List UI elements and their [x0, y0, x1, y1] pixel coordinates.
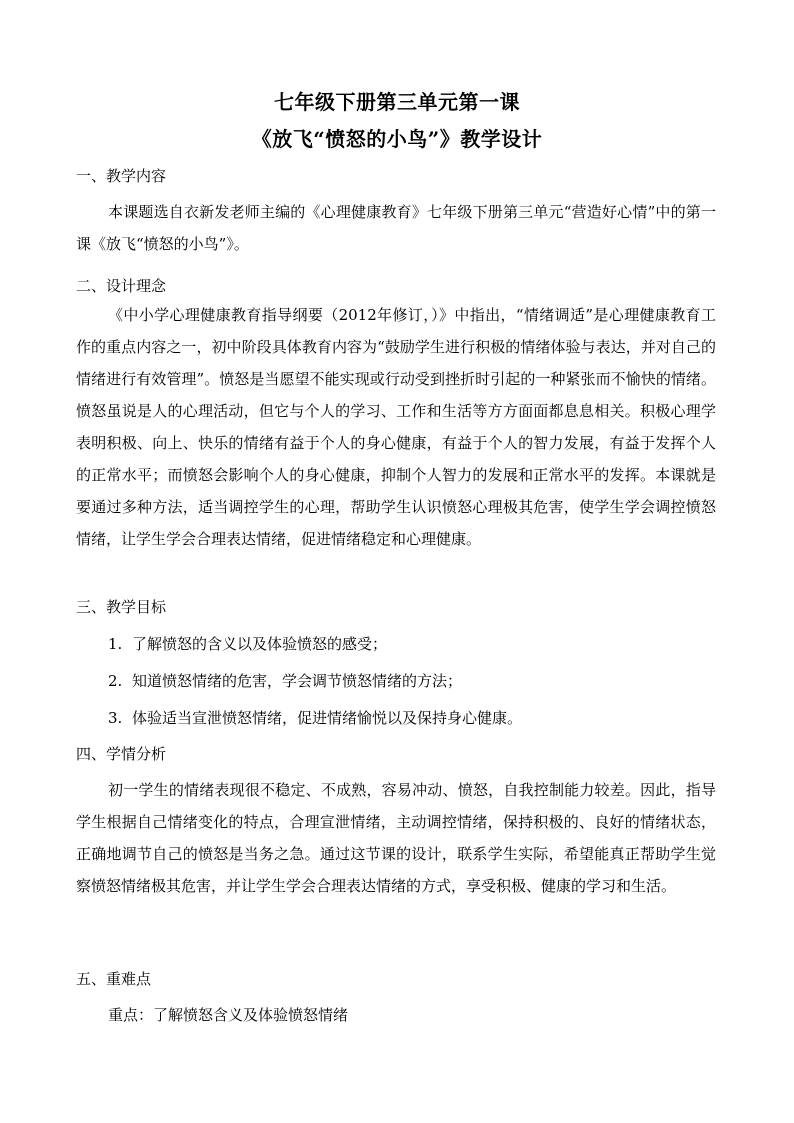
goal-number: 2.: [108, 672, 123, 690]
goal-item: [108, 707, 522, 728]
goal-item: [108, 633, 387, 654]
goal-text: 体验适当宣泄愤怒情绪，促进情绪愉悦以及保持身心健康。: [132, 709, 523, 727]
goal-item: [108, 670, 462, 691]
key-point-line: 重点：了解愤怒含义及体验愤怒情绪: [108, 1006, 349, 1024]
section-heading-goals: 三、教学目标: [76, 598, 167, 616]
section-paragraph-design: 《中小学心理健康教育指导纲要（2012年修订，）》中指出，“情绪调适”是心理健康教育工作的重点内容之一，初中阶段具体教育内容为“鼓励学生进行积极的情绪体验与表达，并对自己的情绪进行有效管理”。愤怒是当愿望不能实现或行动受到挫折时引起的一种紧张而不愉快的情绪。愤怒虽说是人的心理活动，但它与个人的学习、工作和生活等方方面面都息息相关。积极心理学表明积极、向上、快乐的情绪有益于个人的身心健康，有益于个人的智力发展，有益于发挥个人的正常水平；而愤怒会影响个人的身心健康，抑制个人智力的发展和正常水平的发挥。本课就是要通过多种方法，适当调控学生的心理，帮助学生认识愤怒心理极其危害，使学生学会调控愤怒情绪，让学生学会合理表达情绪，促进情绪稳定和心理健康。: [76, 306, 716, 548]
section-paragraph-analysis: 初一学生的情绪表现很不稳定、不成熟，容易冲动、愤怒，自我控制能力较差。因此，指导学生根据自己情绪变化的特点，合理宣泄情绪，主动调控情绪，保持积极的、良好的情绪状态，正确地调节自己的愤怒是当务之急。通过这节课的设计，联系学生实际，希望能真正帮助学生觉察愤怒情绪极其危害，并让学生学会合理表达情绪的方式，享受积极、健康的学习和生活。: [76, 781, 716, 895]
document-subtitle: 《放飞“愤怒的小鸟”》教学设计: [251, 127, 543, 151]
section-heading-key-points: 五、重难点: [76, 970, 152, 988]
section-heading-analysis: 四、学情分析: [76, 745, 167, 763]
document-title: 七年级下册第三单元第一课: [274, 90, 520, 114]
goal-text: 了解愤怒的含义以及体验愤怒的感受；: [132, 635, 388, 653]
section-heading-content: 一、教学内容: [76, 167, 167, 185]
section-paragraph-content: 本课题选自衣新发老师主编的《心理健康教育》七年级下册第三单元“营造好心情”中的第一课《放飞“愤怒的小鸟”》。: [76, 203, 716, 253]
section-heading-design: 二、设计理念: [76, 277, 167, 295]
goal-number: 1.: [108, 635, 123, 653]
goal-text: 知道愤怒情绪的危害，学会调节愤怒情绪的方法；: [132, 672, 463, 690]
goal-number: 3.: [108, 709, 123, 727]
